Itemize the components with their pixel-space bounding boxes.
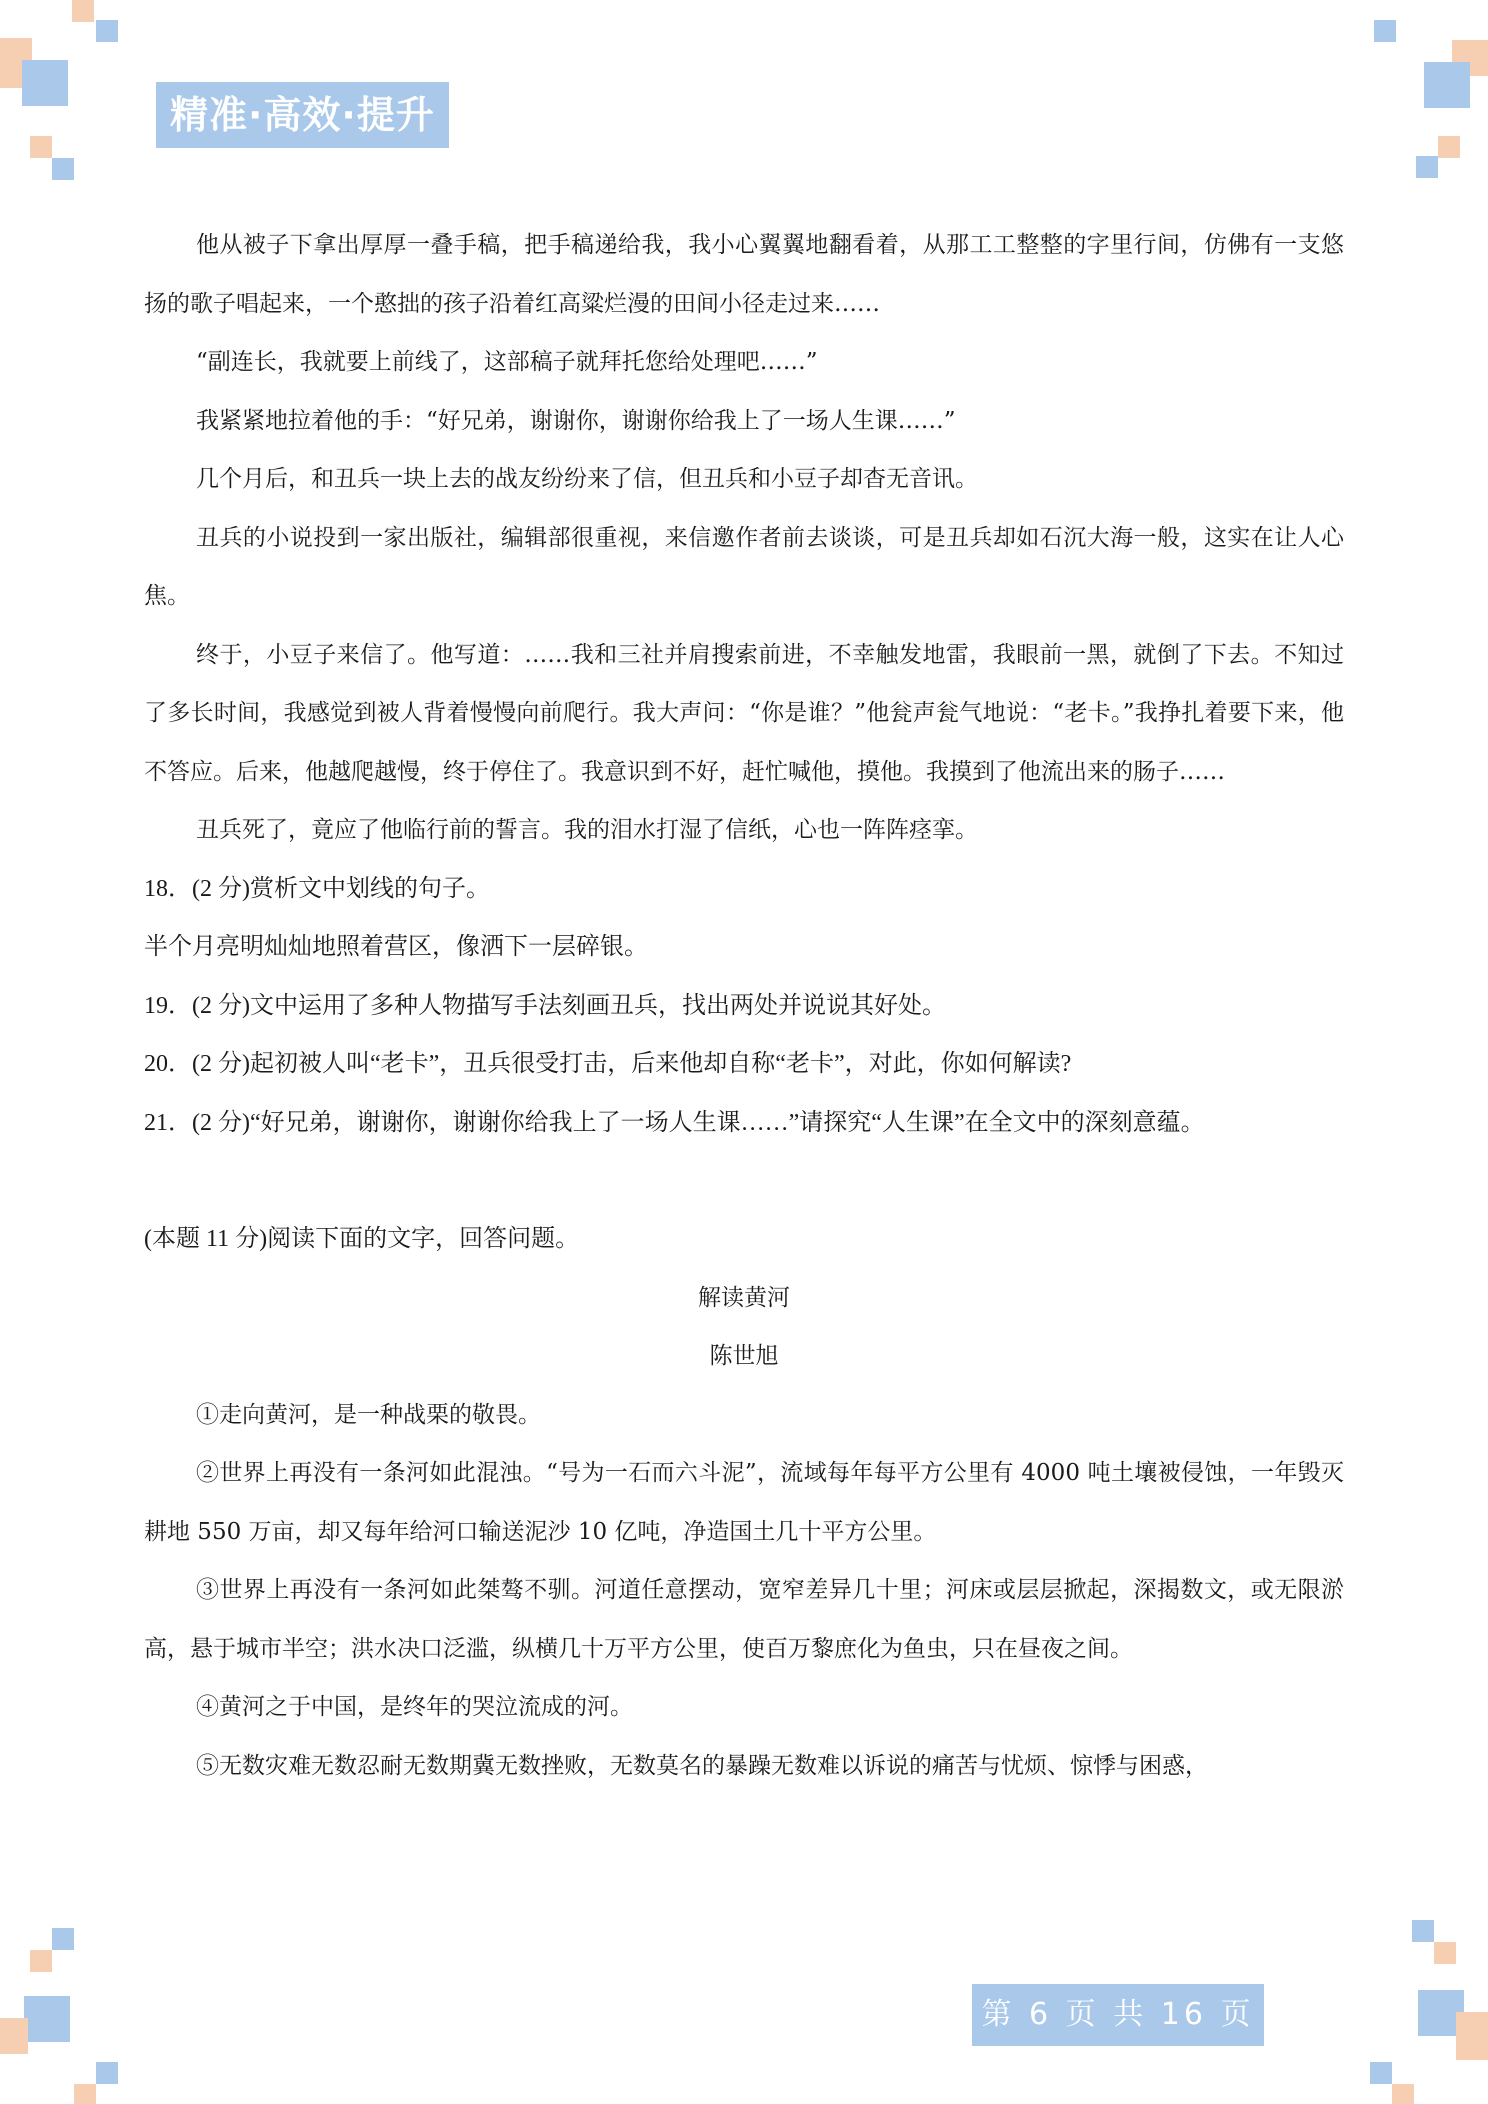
paragraph: 丑兵的小说投到一家出版社，编辑部很重视，来信邀作者前去谈谈，可是丑兵却如石沉大海一般，这实在让人心焦。	[144, 524, 1344, 609]
paragraph: ③世界上再没有一条河如此桀骜不驯。河道任意摆动，宽窄差异几十里；河床或层层掀起，深揭数文，或无限淤高，悬于城市半空；洪水决口泛滥，纵横几十万平方公里，使百万黎庶化为鱼虫，只在昼夜之间。	[144, 1577, 1344, 1662]
question-20: 20．(2 分)起初被人叫“老卡”，丑兵很受打击，后来他却自称“老卡”，对此，你如何解读?	[144, 1051, 1072, 1077]
decor-square	[1416, 156, 1438, 178]
decor-square	[74, 2084, 96, 2104]
decor-square	[72, 0, 94, 22]
paragraph: ④黄河之于中国，是终年的哭泣流成的河。	[196, 1694, 633, 1720]
header-banner: 精准·高效·提升	[156, 82, 449, 148]
section-gap	[144, 1152, 1344, 1210]
decor-square	[1456, 2012, 1488, 2060]
decor-square	[30, 1950, 52, 1972]
question-18: 18．(2 分)赏析文中划线的句子。	[144, 875, 490, 902]
decor-square	[52, 1928, 74, 1950]
document-body	[144, 216, 1344, 1795]
paragraph: ⑤无数灾难无数忍耐无数期冀无数挫败，无数莫名的暴躁无数难以诉说的痛苦与忧烦、惊悸与困惑，	[196, 1752, 1208, 1779]
decor-square	[1438, 136, 1460, 158]
paragraph: 我紧紧地拉着他的手：“好兄弟，谢谢你，谢谢你给我上了一场人生课……”	[196, 407, 956, 434]
decor-square	[1392, 2084, 1414, 2104]
page-number: 第 6 页 共 16 页	[972, 1984, 1264, 2046]
decor-square	[96, 2062, 118, 2084]
question-21: 21．(2 分)“好兄弟，谢谢你，谢谢你给我上了一场人生课……”请探究“人生课”在全文中的深刻意蕴。	[144, 1109, 1205, 1136]
decor-square	[52, 158, 74, 180]
decor-square	[1370, 2062, 1392, 2084]
article-author: 陈世旭	[709, 1343, 779, 1369]
decor-square	[96, 20, 118, 42]
article-title: 解读黄河	[698, 1284, 790, 1311]
paragraph: ①走向黄河，是一种战栗的敬畏。	[196, 1401, 541, 1428]
decor-square	[1412, 1920, 1434, 1942]
decor-square	[1424, 62, 1470, 108]
paragraph: 丑兵死了，竟应了他临行前的誓言。我的泪水打湿了信纸，心也一阵阵痉挛。	[196, 817, 978, 843]
decor-square	[1434, 1942, 1456, 1964]
paragraph: ②世界上再没有一条河如此混浊。“号为一石而六斗泥”，流域每年每平方公里有 4000 吨土壤被侵蚀，一年毁灭耕地 550 万亩，却又每年给河口输送泥沙 10 亿吨，净造国土几十平方公里。	[144, 1460, 1344, 1545]
section-intro: (本题 11 分)阅读下面的文字，回答问题。	[144, 1226, 580, 1252]
decor-square	[24, 1996, 70, 2042]
paragraph: 几个月后，和丑兵一块上去的战友纷纷来了信，但丑兵和小豆子却杳无音讯。	[196, 466, 978, 492]
paragraph: “副连长，我就要上前线了，这部稿子就拜托您给处理吧……”	[196, 349, 818, 375]
decor-square	[22, 60, 68, 106]
question-19: 19．(2 分)文中运用了多种人物描写手法刻画丑兵，找出两处并说说其好处。	[144, 992, 946, 1019]
decor-square	[30, 136, 52, 158]
quoted-sentence: 半个月亮明灿灿地照着营区，像洒下一层碎银。	[144, 934, 648, 960]
paragraph: 他从被子下拿出厚厚一叠手稿，把手稿递给我，我小心翼翼地翻看着，从那工工整整的字里行间，仿佛有一支悠扬的歌子唱起来，一个憨拙的孩子沿着红高粱烂漫的田间小径走过来……	[144, 232, 1344, 317]
decor-square	[1374, 20, 1396, 42]
paragraph: 终于，小豆子来信了。他写道：……我和三社并肩搜索前进，不幸触发地雷，我眼前一黑，就倒了下去。不知过了多长时间，我感觉到被人背着慢慢向前爬行。我大声问：“你是谁？”他瓮声瓮气地说：“老卡。”我挣扎着要下来，他不答应。后来，他越爬越慢，终于停住了。我意识到不好，赶忙喊他，摸他。我摸到了他流出来的肠子……	[144, 641, 1344, 785]
decor-square	[0, 2018, 28, 2054]
